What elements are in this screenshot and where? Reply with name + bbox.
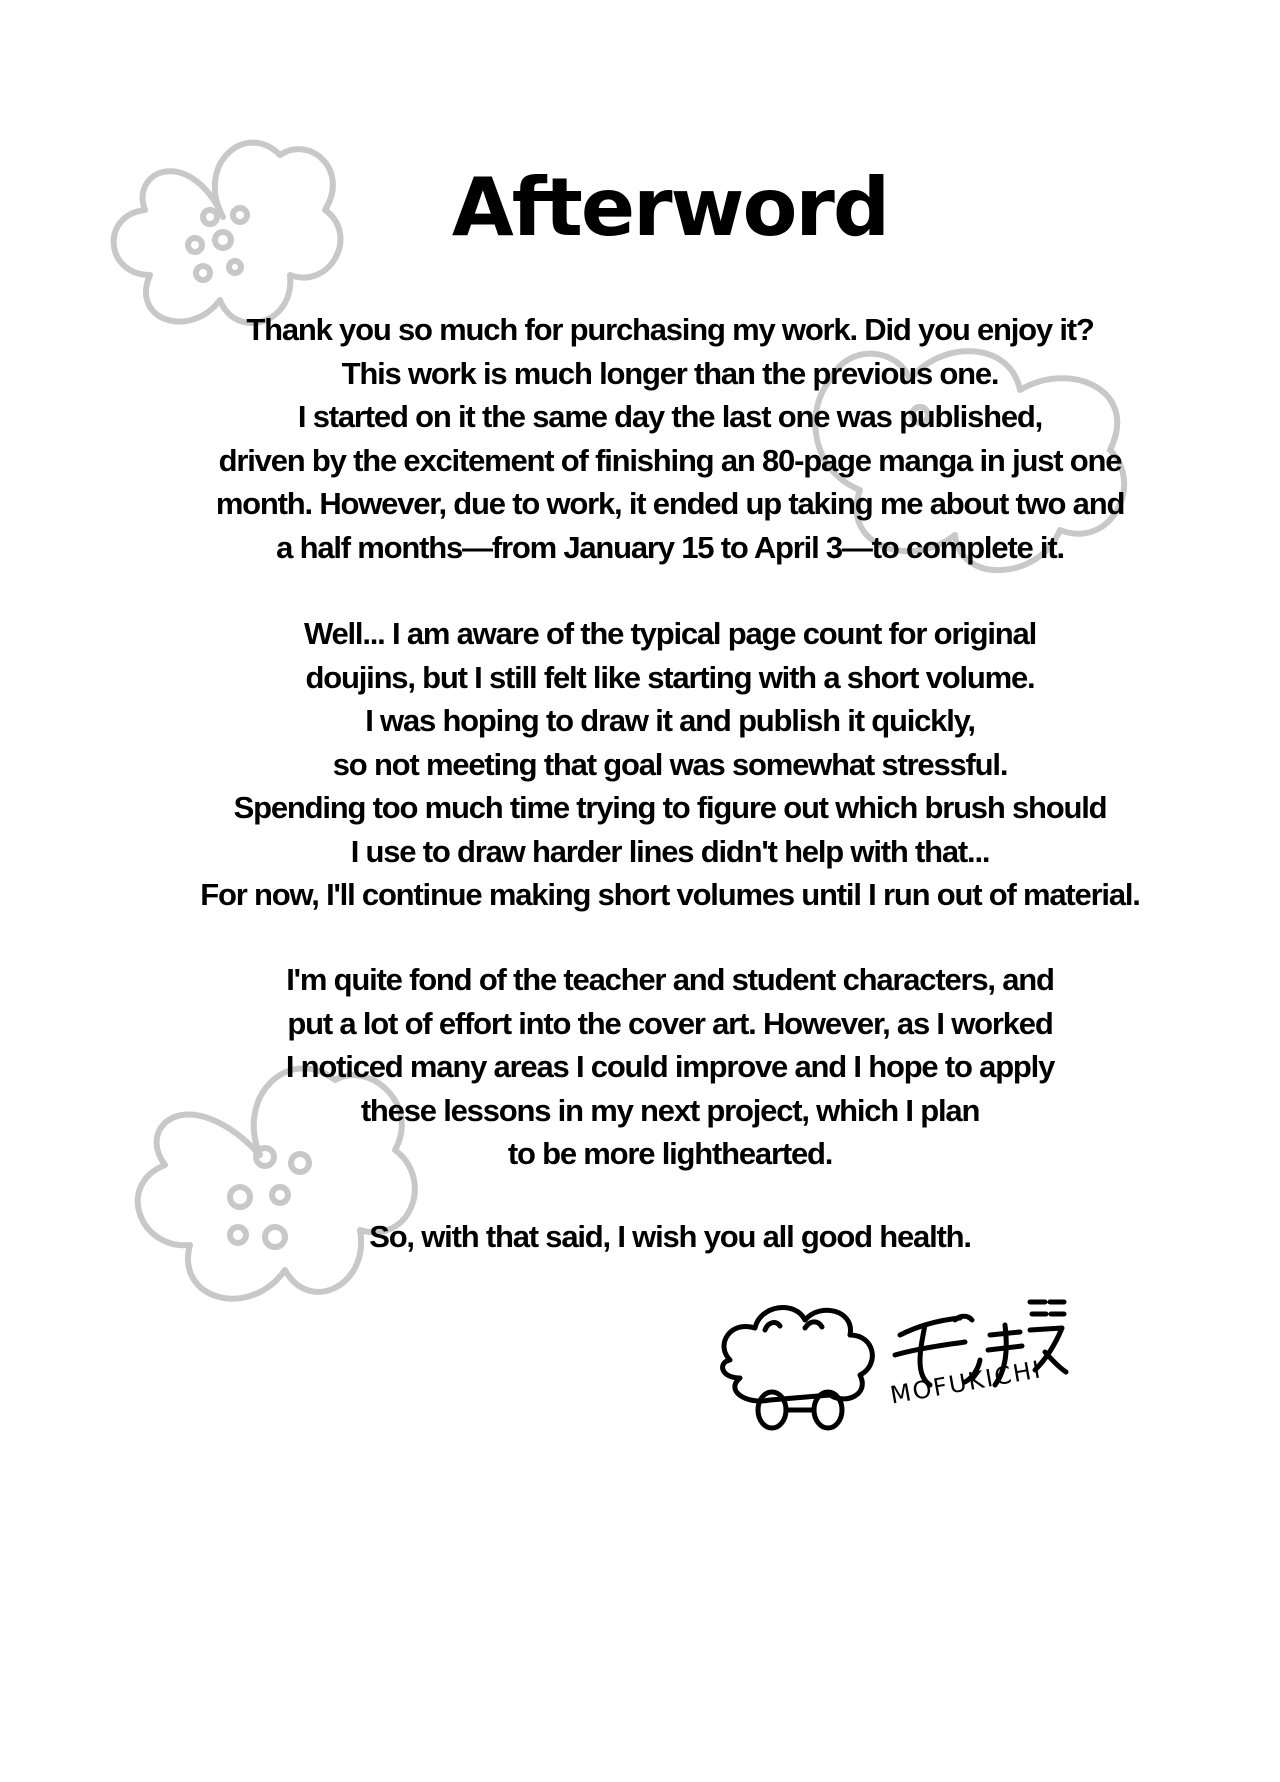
paragraph-1 <box>100 308 1240 569</box>
text-line: I use to draw harder lines didn't help with that... <box>350 833 990 869</box>
text-line: For now, I'll continue making short volumes until I run out of material. <box>200 877 1140 912</box>
text-line: put a lot of effort into the cover art. However, as I worked <box>287 1005 1053 1041</box>
text-line: so not meeting that goal was somewhat stressful. <box>332 746 1008 782</box>
page-title: Afterword <box>451 161 889 254</box>
text-line: Spending too much time trying to figure out which brush should <box>233 790 1107 825</box>
text-line: doujins, but I still felt like starting with a short volume. <box>305 659 1035 695</box>
paragraph-closing <box>100 1215 1240 1259</box>
text-line: month. However, due to work, it ended up taking me about two and <box>215 486 1125 521</box>
text-line: I started on it the same day the last one was published, <box>297 399 1043 434</box>
text-line: to be more lighthearted. <box>507 1136 833 1171</box>
text-line: a half months—from January 15 to April 3—to complete it. <box>276 529 1064 565</box>
text-line: I was hoping to draw it and publish it quickly, <box>365 703 975 738</box>
paragraph-3 <box>100 958 1240 1176</box>
signature-name: MOFUKICHI <box>888 1355 1045 1410</box>
text-line: This work is much longer than the previous one. <box>341 355 999 391</box>
text-line: I noticed many areas I could improve and I hope to apply <box>285 1049 1055 1084</box>
text-line: Well... I am aware of the typical page count for original <box>303 616 1036 651</box>
text-line: So, with that said, I wish you all good health. <box>369 1219 971 1254</box>
paragraph-2 <box>100 612 1240 917</box>
author-signature <box>710 1290 1080 1450</box>
text-line: driven by the excitement of finishing an 80-page manga in just one <box>218 442 1122 478</box>
text-line: Thank you so much for purchasing my work. Did you enjoy it? <box>246 312 1094 347</box>
text-line: I'm quite fond of the teacher and student characters, and <box>286 962 1054 997</box>
text-line: these lessons in my next project, which I plan <box>360 1092 980 1128</box>
